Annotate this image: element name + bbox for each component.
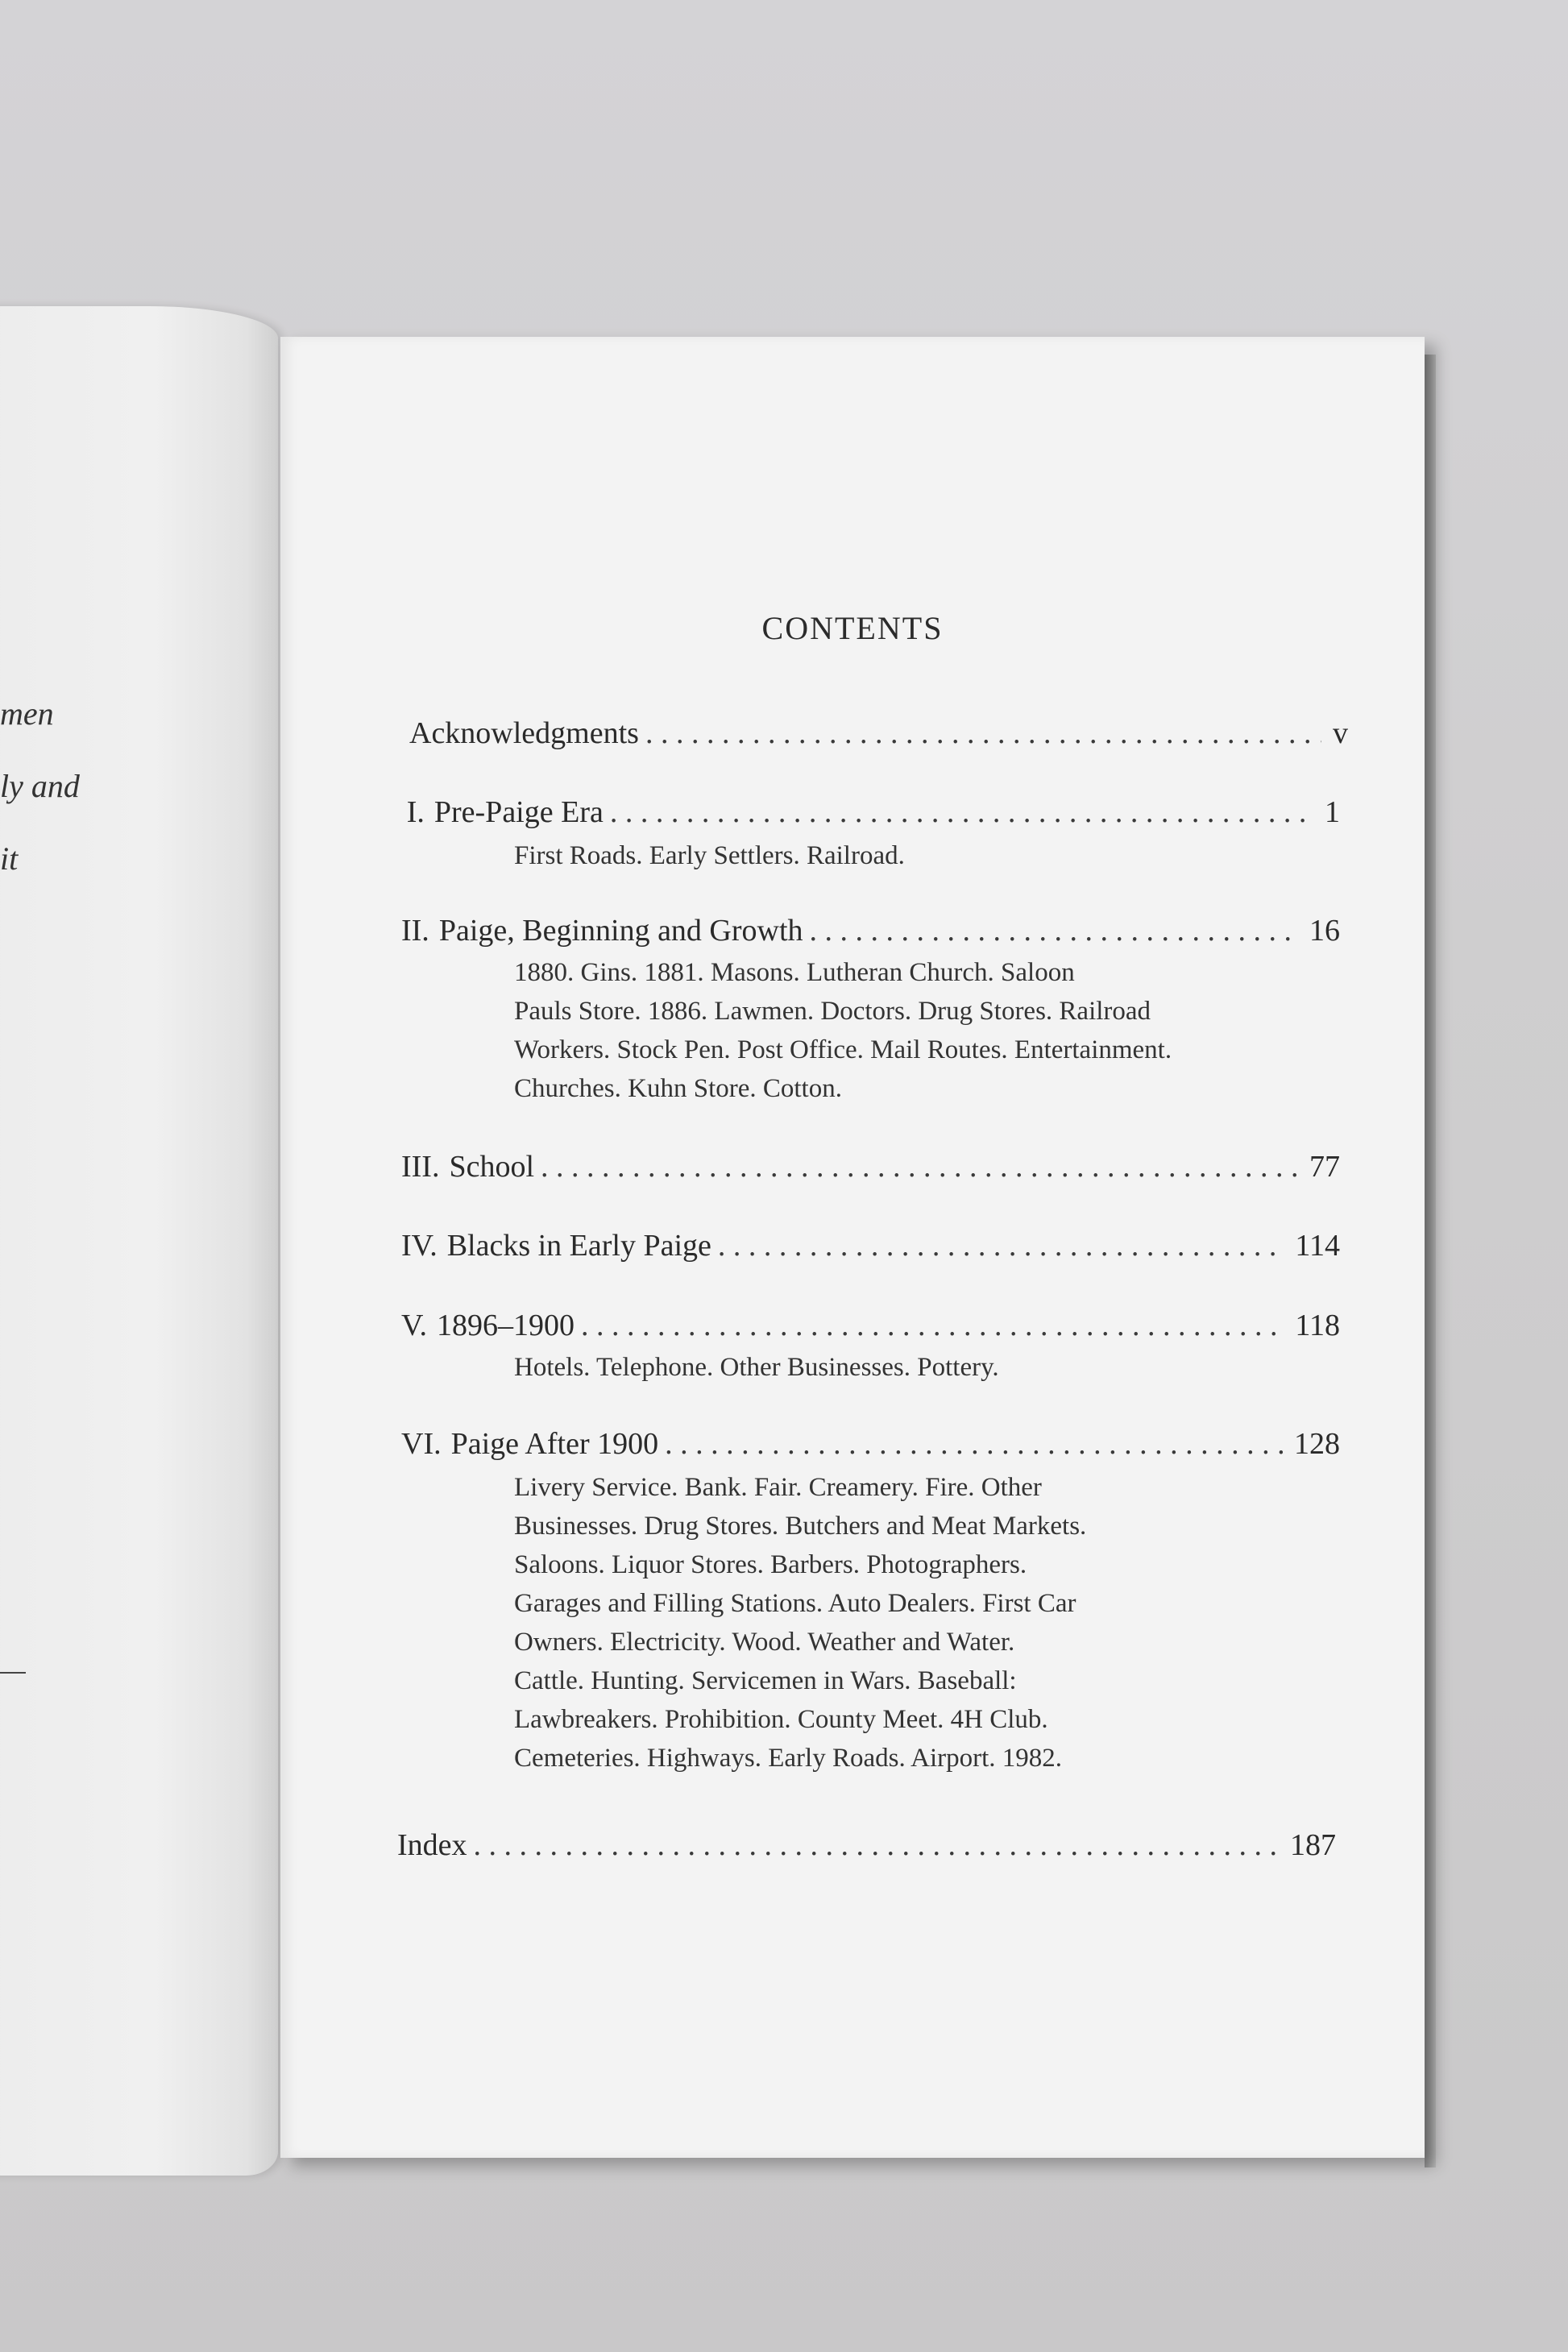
toc-entry-page: 77 xyxy=(1309,1150,1340,1184)
toc-entry-label: Acknowledgments xyxy=(409,716,639,750)
left-page-text: ly and xyxy=(0,768,80,804)
toc-leader-dots xyxy=(474,1827,1279,1863)
toc-entry-page: v xyxy=(1333,716,1348,750)
toc-entry-chapter-3[interactable] xyxy=(401,1149,1340,1184)
toc-leader-dots xyxy=(581,1308,1284,1343)
toc-entry-chapter-5[interactable] xyxy=(401,1308,1340,1343)
toc-leader-dots xyxy=(541,1149,1298,1184)
toc-entry-chapter-4[interactable] xyxy=(401,1228,1340,1263)
toc-entry-page: 128 xyxy=(1294,1427,1340,1461)
toc-entry-numeral: V. xyxy=(401,1309,428,1342)
page-edge xyxy=(1425,355,1436,2167)
toc-leader-dots xyxy=(610,794,1313,830)
contents-title: CONTENTS xyxy=(761,610,944,646)
toc-entry-label: Paige After 1900 xyxy=(450,1427,659,1461)
left-page-text: men xyxy=(0,695,54,732)
toc-subtopic-line: Businesses. Drug Stores. Butchers and Meat Markets. xyxy=(514,1512,1087,1541)
left-page-rule xyxy=(0,1672,26,1674)
toc-leader-dots xyxy=(718,1228,1284,1263)
toc-subtopic-line: Cattle. Hunting. Servicemen in Wars. Baseball: xyxy=(514,1666,1017,1695)
toc-leader-dots xyxy=(645,716,1321,751)
toc-entry-numeral: III. xyxy=(401,1150,440,1184)
toc-entry-acknowledgments[interactable] xyxy=(409,716,1348,751)
toc-subtopic-line: Garages and Filling Stations. Auto Dealers. First Car xyxy=(514,1589,1076,1618)
toc-subtopic-line: Churches. Kuhn Store. Cotton. xyxy=(514,1074,842,1103)
toc-entry-subtopics xyxy=(514,953,1320,1108)
toc-entry-page: 16 xyxy=(1309,914,1340,948)
contents-page xyxy=(280,337,1425,2158)
toc-entry-subtopics xyxy=(514,1348,1320,1387)
toc-subtopic-line: Owners. Electricity. Wood. Weather and Water. xyxy=(514,1628,1015,1657)
toc-subtopic-line: Lawbreakers. Prohibition. County Meet. 4H Club. xyxy=(514,1705,1048,1734)
toc-leader-dots xyxy=(810,913,1298,948)
toc-entry-index[interactable] xyxy=(397,1827,1336,1863)
toc-entry-label: School xyxy=(449,1150,535,1184)
toc-entry-page: 1 xyxy=(1325,795,1340,829)
toc-subtopic-line: Hotels. Telephone. Other Businesses. Pottery. xyxy=(514,1353,999,1382)
toc-entry-subtopics xyxy=(514,836,1320,875)
toc-entry-numeral: II. xyxy=(401,914,429,948)
toc-subtopic-line: Livery Service. Bank. Fair. Creamery. Fire. Other xyxy=(514,1473,1042,1502)
toc-subtopic-line: Saloons. Liquor Stores. Barbers. Photographers. xyxy=(514,1550,1027,1579)
toc-subtopic-line: Pauls Store. 1886. Lawmen. Doctors. Drug Stores. Railroad xyxy=(514,997,1151,1026)
toc-entry-chapter-6[interactable] xyxy=(401,1426,1340,1462)
toc-subtopic-line: Workers. Stock Pen. Post Office. Mail Routes. Entertainment. xyxy=(514,1035,1172,1064)
toc-subtopic-line: 1880. Gins. 1881. Masons. Lutheran Church. Saloon xyxy=(514,958,1075,987)
toc-entry-subtopics xyxy=(514,1468,1320,1777)
toc-entry-numeral: VI. xyxy=(401,1427,442,1461)
left-page xyxy=(0,306,278,2176)
toc-entry-page: 118 xyxy=(1295,1309,1340,1342)
toc-entry-label: Pre-Paige Era xyxy=(433,795,604,829)
toc-entry-numeral: IV. xyxy=(401,1229,438,1263)
toc-entry-label: Blacks in Early Paige xyxy=(446,1229,711,1263)
toc-entry-label: Index xyxy=(397,1828,467,1862)
toc-leader-dots xyxy=(665,1426,1283,1462)
toc-subtopic-line: First Roads. Early Settlers. Railroad. xyxy=(514,841,905,870)
left-page-text: it xyxy=(0,840,19,877)
toc-subtopic-line: Cemeteries. Highways. Early Roads. Airport. 1982. xyxy=(514,1744,1063,1773)
toc-entry-numeral: I. xyxy=(406,795,425,829)
toc-entry-label: Paige, Beginning and Growth xyxy=(438,914,803,948)
toc-entry-page: 187 xyxy=(1290,1828,1336,1862)
toc-entry-label: 1896–1900 xyxy=(437,1309,575,1342)
toc-entry-page: 114 xyxy=(1295,1229,1340,1263)
toc-entry-chapter-1[interactable] xyxy=(401,794,1340,830)
toc-entry-chapter-2[interactable] xyxy=(401,913,1340,948)
